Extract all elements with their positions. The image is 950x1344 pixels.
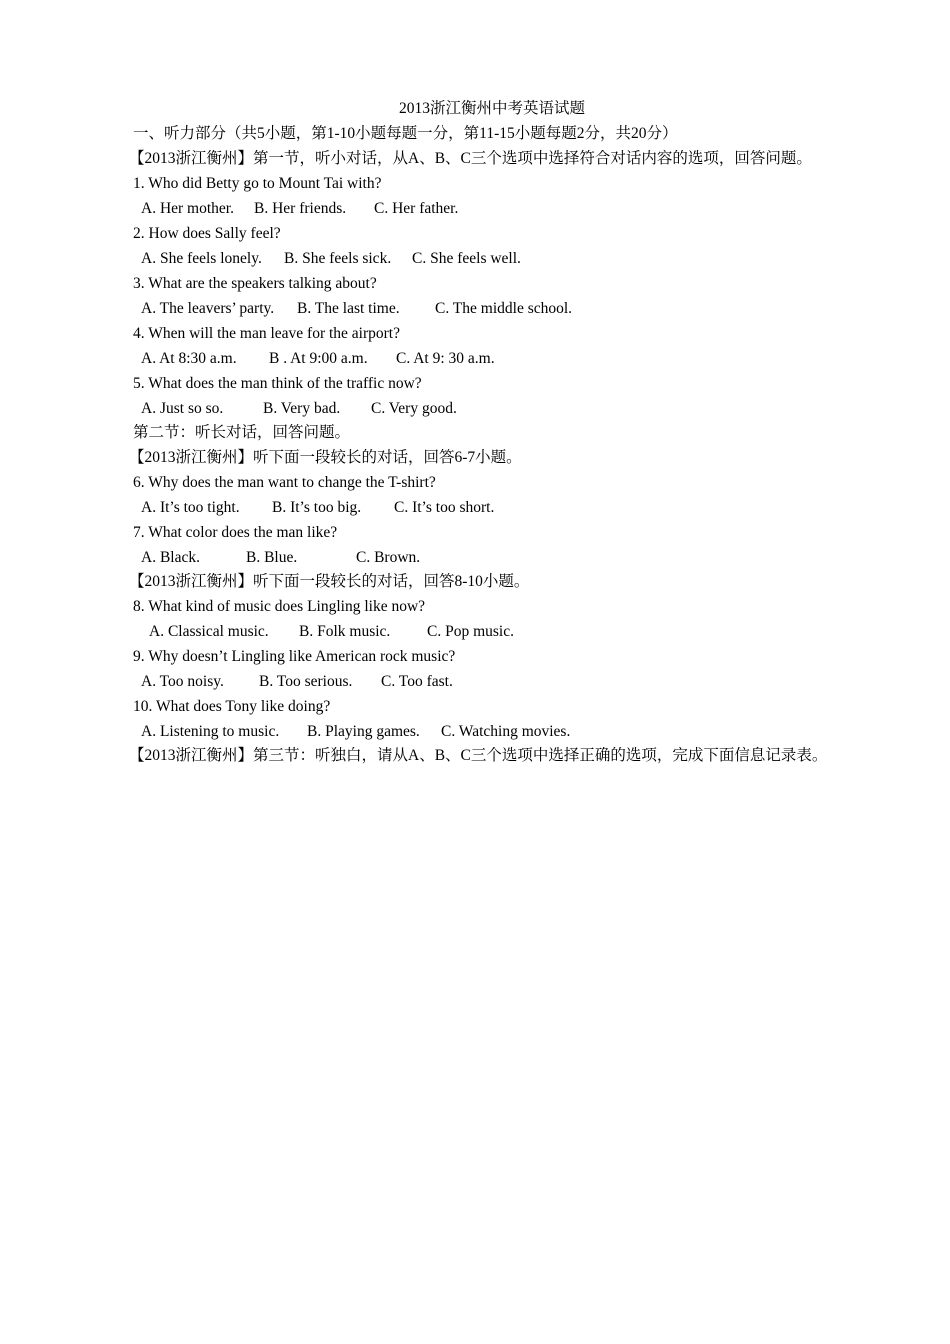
question-10: 10. What does Tony like doing? — [133, 698, 331, 715]
question-6-options — [141, 498, 494, 518]
option-c: C. It’s too short. — [394, 499, 495, 516]
option-c: C. At 9: 30 a.m. — [396, 350, 495, 367]
option-c: C. Watching movies. — [441, 723, 571, 740]
option-c: C. Her father. — [374, 200, 459, 217]
section3-intro: 【2013浙江衡州】第三节：听独白，请从A、B、C三个选项中选择正确的选项，完成下面信息记录表。 — [129, 747, 828, 764]
option-b: B. Her friends. — [254, 200, 347, 217]
question-1: 1. Who did Betty go to Mount Tai with? — [133, 175, 382, 192]
option-a: A. The leavers’ party. — [141, 300, 275, 317]
section2-header: 第二节：听长对话，回答问题。 — [133, 424, 351, 441]
option-a: A. At 8:30 a.m. — [141, 350, 237, 367]
question-2-options — [141, 249, 521, 269]
question-1-options — [141, 199, 458, 219]
question-7-options — [141, 548, 420, 568]
option-b: B . At 9:00 a.m. — [269, 350, 368, 367]
question-3-options — [141, 299, 572, 319]
question-8-options — [149, 622, 514, 642]
part1-header: 一、听力部分（共5小题，第1-10小题每题一分，第11-15小题每题2分，共20分） — [133, 125, 678, 142]
question-3: 3. What are the speakers talking about? — [133, 275, 377, 292]
option-b: B. Folk music. — [299, 623, 391, 640]
option-b: B. The last time. — [297, 300, 400, 317]
option-a: A. Listening to music. — [141, 723, 280, 740]
question-8: 8. What kind of music does Lingling like now? — [133, 598, 426, 615]
option-a: A. Too noisy. — [141, 673, 224, 690]
section2-intro-b: 【2013浙江衡州】听下面一段较长的对话，回答8-10小题。 — [129, 573, 530, 590]
option-b: B. Playing games. — [307, 723, 420, 740]
option-c: C. Pop music. — [427, 623, 514, 640]
question-9-options — [141, 672, 453, 692]
option-c: C. The middle school. — [435, 300, 573, 317]
option-a: A. Just so so. — [141, 400, 224, 417]
question-5: 5. What does the man think of the traffic now? — [133, 375, 422, 392]
option-b: B. Blue. — [246, 549, 298, 566]
question-5-options — [141, 399, 457, 419]
option-a: A. Black. — [141, 549, 200, 566]
option-a: A. Her mother. — [141, 200, 234, 217]
option-b: B. Too serious. — [259, 673, 353, 690]
option-c: C. Brown. — [356, 549, 421, 566]
section2-intro-a: 【2013浙江衡州】听下面一段较长的对话，回答6-7小题。 — [129, 449, 522, 466]
option-a: A. She feels lonely. — [141, 250, 262, 267]
question-4: 4. When will the man leave for the airport? — [133, 325, 400, 342]
option-c: C. Very good. — [371, 400, 457, 417]
option-b: B. She feels sick. — [284, 250, 392, 267]
question-7: 7. What color does the man like? — [133, 524, 338, 541]
option-b: B. Very bad. — [263, 400, 341, 417]
question-9: 9. Why doesn’t Lingling like American rock music? — [133, 648, 456, 665]
option-c: C. Too fast. — [381, 673, 453, 690]
page-title: 2013浙江衡州中考英语试题 — [398, 100, 585, 117]
section1-intro: 【2013浙江衡州】第一节，听小对话，从A、B、C三个选项中选择符合对话内容的选项，回答问题。 — [129, 150, 812, 167]
option-b: B. It’s too big. — [272, 499, 362, 516]
option-c: C. She feels well. — [412, 250, 521, 267]
option-a: A. It’s too tight. — [141, 499, 240, 516]
question-10-options — [141, 722, 570, 742]
question-2: 2. How does Sally feel? — [133, 225, 281, 242]
option-a: A. Classical music. — [149, 623, 269, 640]
question-4-options — [141, 349, 495, 369]
question-6: 6. Why does the man want to change the T-shirt? — [133, 474, 436, 491]
